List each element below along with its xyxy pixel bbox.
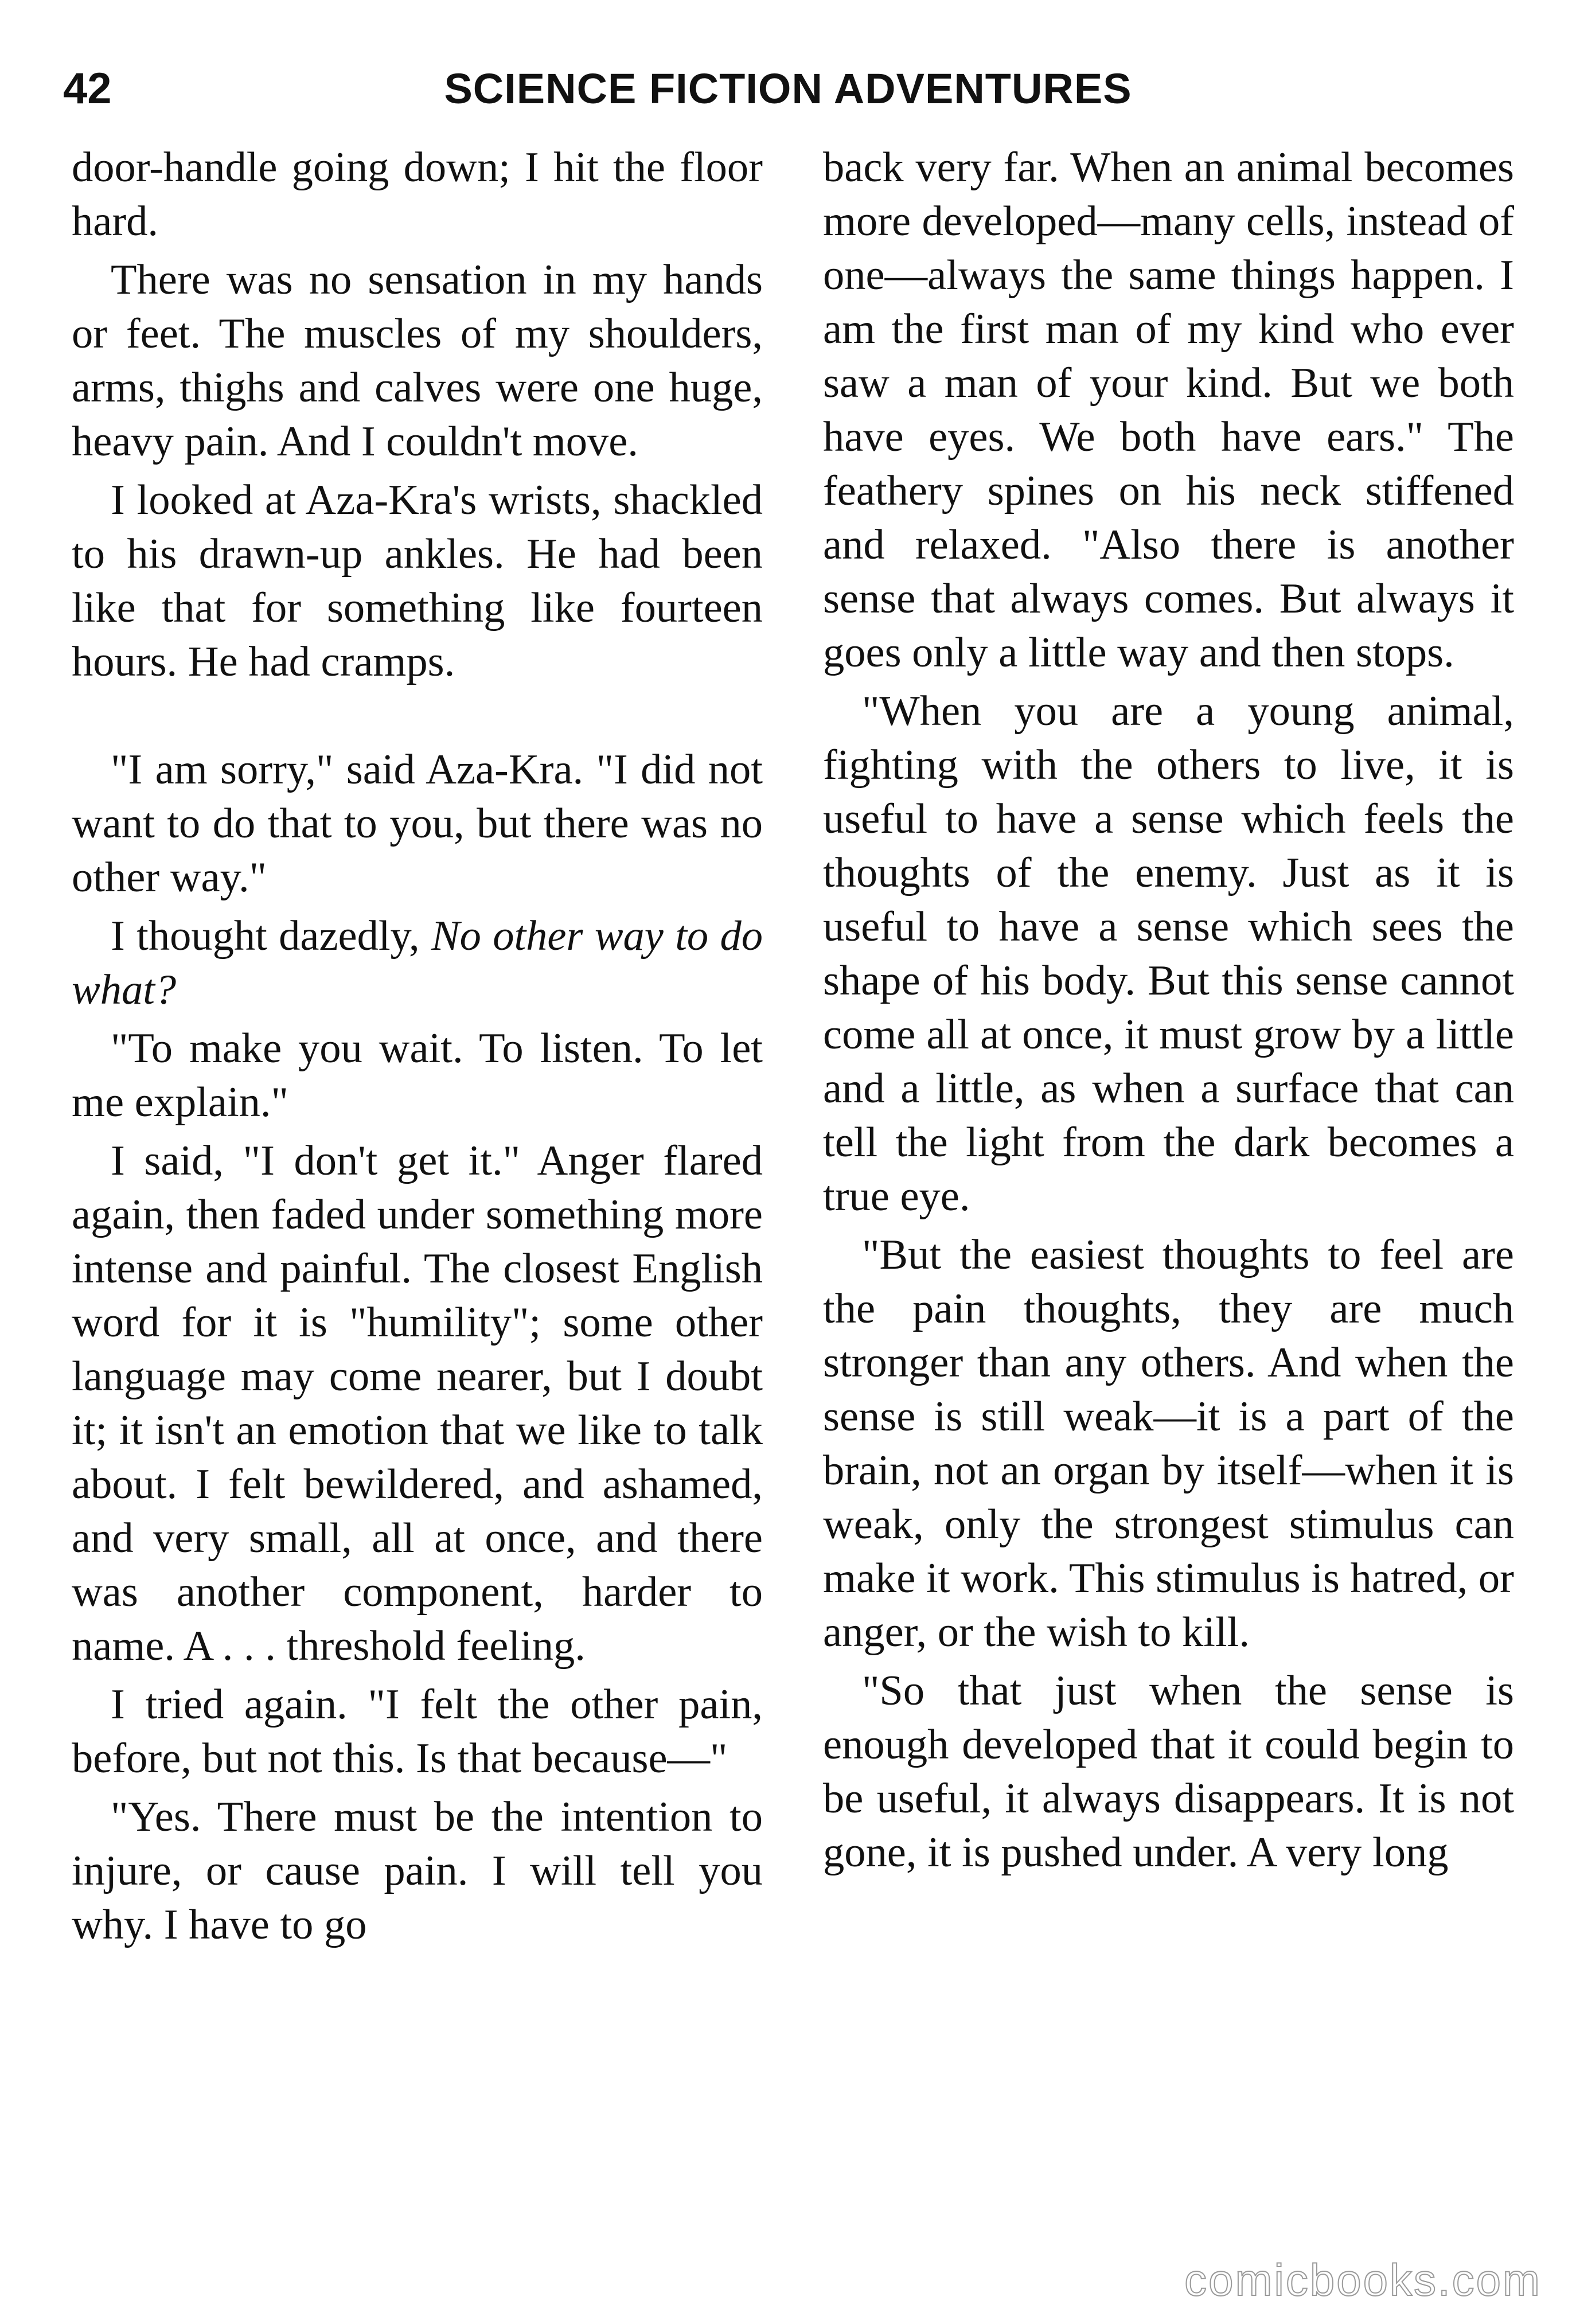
paragraph: "To make you wait. To listen. To let me explain.": [72, 1025, 763, 1126]
paragraph: "But the easiest thoughts to feel are the pain thoughts, they are much stronger than any others. And when the sense is still weak—it is a part of the brain, not an organ by itself—when it is weak, only the strongest stimulus can make it work. This stimulus is hatred, or anger, or the wish to kill.: [823, 1231, 1514, 1656]
paragraph: "I am sorry," said Aza-Kra. "I did not want to do that to you, but there was no other way.": [72, 746, 763, 901]
page-number: 42: [63, 64, 112, 113]
left-column: [72, 141, 763, 1956]
paragraph-text: I thought dazedly,: [111, 913, 431, 960]
paragraph: There was no sensation in my hands or feet. The muscles of my shoulders, arms, thighs and calves were one huge, heavy pain. And I couldn't move.: [72, 256, 763, 465]
paragraph: I said, "I don't get it." Anger flared again, then faded under something more intense and painful. The closest English word for it is "humility"; some other language may come nearer, but I doubt it; it isn't an emotion that we like to talk about. I felt bewildered, and ashamed, and very small, all at once, and there was another component, harder to name. A . . . threshold feeling.: [72, 1137, 763, 1670]
paragraph: "When you are a young animal, fighting with the others to live, it is useful to have a sense which feels the thoughts of the enemy. Just as it is useful to have a sense which sees the shape of his body. But this sense cannot come all at once, it must grow by a little and a little, as when a surface that can tell the light from the dark becomes a true eye.: [823, 688, 1514, 1220]
paragraph: "Yes. There must be the intention to injure, or cause pain. I will tell you why. I have to go: [72, 1793, 763, 1948]
running-title: SCIENCE FICTION ADVENTURES: [444, 65, 1132, 112]
paragraph: I looked at Aza-Kra's wrists, shackled to his drawn-up ankles. He had been like that for something like fourteen hours. He had cramps.: [72, 477, 763, 685]
paragraph: door-handle going down; I hit the floor hard.: [72, 144, 763, 245]
paragraph: I tried again. "I felt the other pain, before, but not this. Is that because—": [72, 1681, 763, 1782]
right-column: [823, 141, 1514, 1884]
paragraph: [72, 909, 763, 1017]
watermark: comicbooks.com: [1184, 2255, 1542, 2305]
italic-thought: No other way to do what?: [72, 913, 763, 1013]
paragraph: back very far. When an animal becomes more developed—many cells, instead of one—always the same things happen. I am the first man of my kind who ever saw a man of your kind. But we both have eyes. We both have ears." The feathery spines on his neck stiffened and relaxed. "Also there is another sense that always comes. But always it goes only a little way and then stops.: [823, 144, 1514, 676]
page-header: [0, 54, 1576, 123]
paragraph: "So that just when the sense is enough developed that it could begin to be useful, it always disappears. It is not gone, it is pushed under. A very long: [823, 1667, 1514, 1876]
